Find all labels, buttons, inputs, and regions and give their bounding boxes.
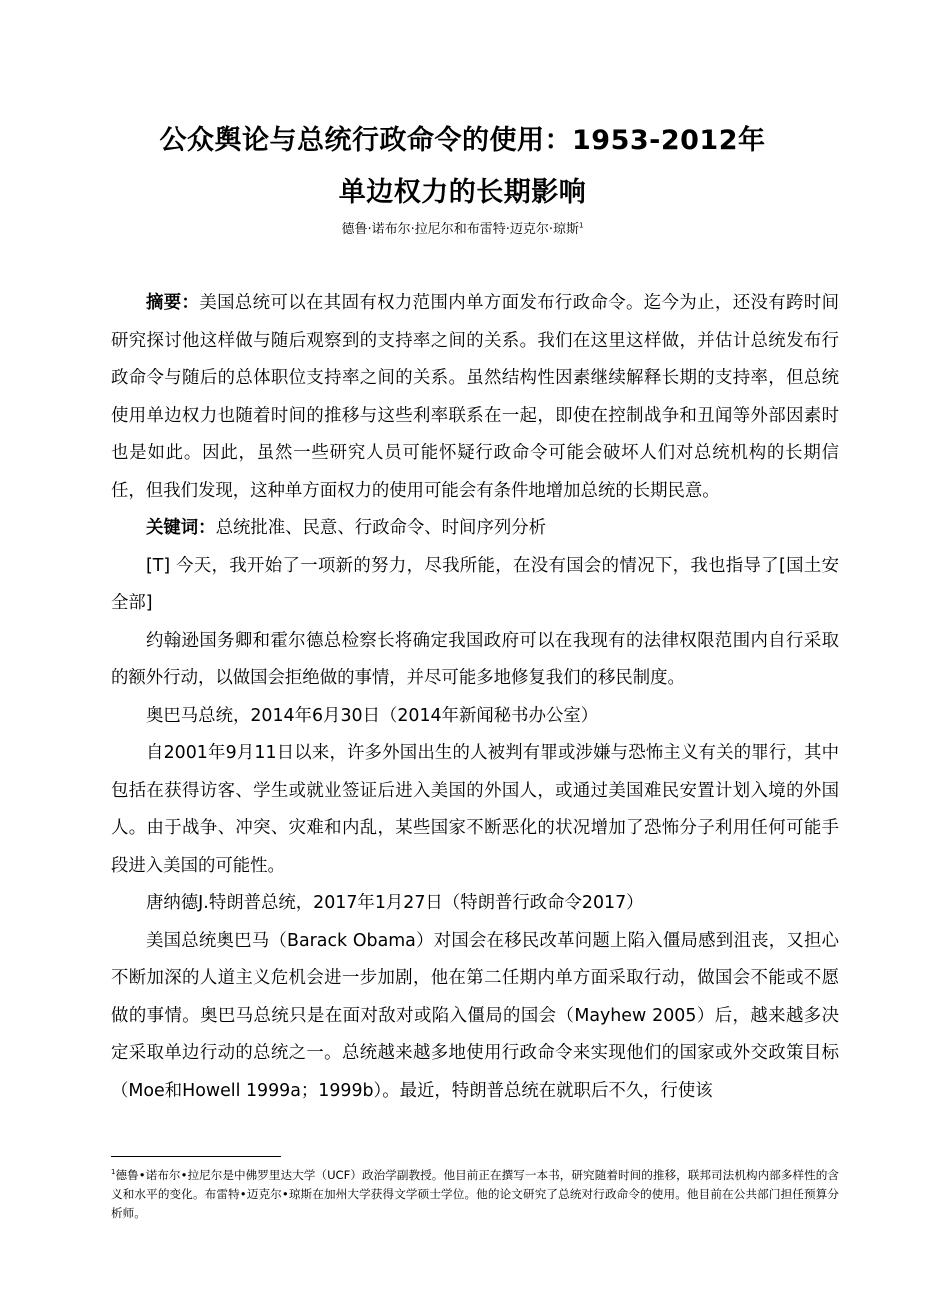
footnote-divider [111, 1156, 281, 1157]
abstract-text: 美国总统可以在其固有权力范围内单方面发布行政命令。迄今为止，还没有跨时间研究探讨他这样做与随后观察到的支持率之间的关系。我们在这里这样做，并估计总统发布行政命令与随后的总体职位支持率之间的关系。虽然结构性因素继续解释长期的支持率，但总统使用单边权力也随着时间的推移与这些利率联系在一起，即使在控制战争和丑闻等外部因素时也是如此。因此，虽然一些研究人员可能怀疑行政命令可能会破坏人们对总统机构的长期信任，但我们发现，这种单方面权力的使用可能会有条件地增加总统的长期民意。 [111, 293, 839, 501]
abstract-paragraph [111, 285, 839, 510]
author-footnote-marker: 1 [579, 221, 584, 230]
quote-1-paragraph-2: 约翰逊国务卿和霍尔德总检察长将确定我国政府可以在我现有的法律权限范围内自行采取的额外行动，以做国会拒绝做的事情，并尽可能多地修复我们的移民制度。 [111, 630, 839, 688]
keywords-text: 总统批准、民意、行政命令、时间序列分析 [215, 518, 547, 538]
footnote-marker: 1 [111, 1168, 116, 1177]
keywords-paragraph [111, 510, 839, 548]
body-text [111, 285, 839, 1110]
paper-title-line-2: 单边权力的长期影响 [338, 177, 587, 208]
intro-paragraph: 美国总统奥巴马（Barack Obama）对国会在移民改革问题上陷入僵局感到沮丧，又担心不断加深的人道主义危机会进一步加剧，他在第二任期内单方面采取行动，做国会不能或不愿做的事情。奥巴马总统只是在面对敌对或陷入僵局的国会（Mayhew 2005）后，越来越多决定采取单边行动的总统之一。总统越来越多地使用行政命令来实现他们的国家或外交政策目标（Moe和Howell 1999a；1999b）。最近，特朗普总统在就职后不久，行使该 [111, 930, 839, 1101]
footnote [111, 1166, 839, 1223]
quote-1-paragraph-1: [T] 今天，我开始了一项新的努力，尽我所能，在没有国会的情况下，我也指导了[国土安全部] [111, 555, 839, 613]
abstract-label: 摘要： [146, 293, 200, 313]
keywords-label: 关键词： [146, 518, 216, 538]
paper-title-line-1: 公众舆论与总统行政命令的使用：1953-2012年 [159, 125, 766, 156]
quote-2-paragraph: 自2001年9月11日以来，许多外国出生的人被判有罪或涉嫌与恐怖主义有关的罪行，其中包括在获得访客、学生或就业签证后进入美国的外国人，或通过美国难民安置计划入境的外国人。由于战争、冲突、灾难和内乱，某些国家不断恶化的状况增加了恐怖分子利用任何可能手段进入美国的可能性。 [111, 743, 839, 876]
author-names: 德鲁·诺布尔·拉尼尔和布雷特·迈克尔·琼斯 [341, 222, 580, 237]
quote-2-attribution: 唐纳德J.特朗普总统，2017年1月27日（特朗普行政命令2017） [146, 893, 644, 913]
footnote-text: 德鲁•诺布尔•拉尼尔是中佛罗里达大学（UCF）政治学副教授。他目前正在撰写一本书，研究随着时间的推移，联邦司法机构内部多样性的含义和水平的变化。布雷特•迈克尔•琼斯在加州大学获得文学硕士学位。他的论文研究了总统对行政命令的使用。他目前在公共部门担任预算分析师。 [111, 1168, 839, 1220]
author-line [0, 218, 925, 237]
quote-1-attribution: 奥巴马总统，2014年6月30日（2014年新闻秘书办公室） [146, 705, 599, 726]
